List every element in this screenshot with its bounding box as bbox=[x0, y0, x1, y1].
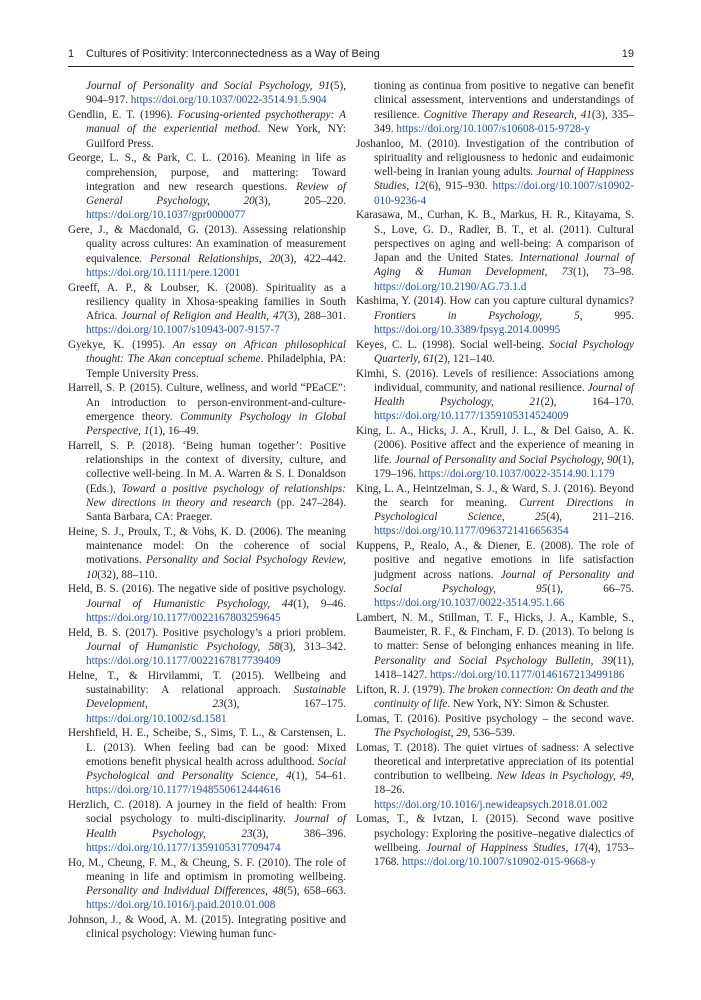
reference-text: Kimhi, S. (2016). Levels of resilience: Associations among individual, community, and national resilience. bbox=[356, 367, 634, 394]
reference-text: Lifton, R. J. (1979). bbox=[356, 683, 448, 696]
reference-text: (1), 179–196. bbox=[374, 453, 634, 480]
reference-text: , 995. bbox=[579, 309, 634, 322]
reference-text: (4), 1753–1768. bbox=[374, 841, 635, 868]
reference-text: Ho, M., Cheung, F. M., & Cheung, S. F. (2010). The role of meaning in life and optimism in promoting wellbeing. bbox=[68, 856, 346, 883]
reference-entry bbox=[356, 424, 634, 481]
reference-text: Hershfield, H. E., Scheibe, S., Sims, T. L., & Carstensen, L. L. (2013). When feeling bad can be good: Mixed emotions benefit physical health across adulthood. bbox=[68, 727, 346, 768]
reference-text: Joshanloo, M. (2010). Investigation of the contribution of spirituality and religiousness to hedonic and eudaimonic well-being in Iranian young adults. bbox=[356, 137, 634, 178]
doi-link[interactable]: https://doi.org/10.1002/sd.1581 bbox=[86, 712, 227, 725]
reference-entry bbox=[356, 611, 634, 682]
reference-source: Journal of Health Psychology, 21 bbox=[374, 381, 634, 408]
reference-text: . New York, NY: Guilford Press. bbox=[86, 123, 346, 150]
reference-source: Frontiers in Psychology, 5 bbox=[374, 309, 580, 322]
reference-text: . Philadelphia, PA: Temple University Press. bbox=[86, 353, 347, 380]
reference-entry bbox=[356, 683, 634, 712]
reference-source: Journal of Humanistic Psychology, 58 bbox=[86, 640, 280, 653]
page-number: 19 bbox=[621, 48, 634, 60]
reference-text: King, L. A., Hicks, J. A., Krull, J. L., & Del Gaiso, A. K. (2006). Positive affect and the experience of meaning in life. bbox=[356, 425, 634, 466]
reference-entry bbox=[68, 913, 346, 942]
reference-source: Journal of Personality and Social Psychology, 95 bbox=[374, 568, 634, 595]
reference-text: Lomas, T., & Ivtzan, I. (2015). Second wave positive psychology: Exploring the positive–negative dialectics of wellbeing. bbox=[356, 813, 634, 854]
reference-text: (2), 121–140. bbox=[434, 352, 495, 365]
doi-link[interactable]: https://doi.org/10.1007/s10608-015-9728-y bbox=[396, 122, 591, 135]
doi-link[interactable]: https://doi.org/10.1177/0963721416656354 bbox=[374, 525, 569, 538]
reference-text: Karasawa, M., Curhan, K. B., Markus, H. R., Kitayama, S. S., Love, G. D., Radler, B. T., et al. (2011). Cultural perspectives on aging and well-being: A comparison of Japan and the United States. bbox=[356, 209, 634, 264]
doi-link[interactable]: https://doi.org/10.1016/j.newideapsych.2018.01.002 bbox=[374, 798, 608, 811]
reference-source: Current Directions in Psychological Science, 25 bbox=[374, 496, 634, 523]
reference-entry bbox=[68, 582, 346, 625]
reference-entry bbox=[68, 381, 346, 438]
reference-text: (2), 164–170. bbox=[540, 396, 634, 408]
doi-link[interactable]: https://doi.org/10.1037/gpr0000077 bbox=[86, 209, 246, 222]
reference-column-left bbox=[68, 79, 346, 942]
doi-link[interactable]: https://doi.org/10.1007/s10943-007-9157-7 bbox=[86, 324, 280, 337]
doi-link[interactable]: https://doi.org/10.1177/0022167817739409 bbox=[86, 655, 281, 667]
reference-entry bbox=[68, 281, 346, 338]
reference-text: Harrell, S. P. (2015). Culture, wellness, and world “PEaCE”: An introduction to person-environment-and-culture-emergence theory. bbox=[68, 382, 346, 423]
reference-entry bbox=[356, 539, 634, 610]
reference-source: Journal of Personality and Social Psychology, 91 bbox=[86, 80, 331, 92]
reference-text: Greeff, A. P., & Loubser, K. (2008). Spirituality as a resiliency quality in Xhosa-speaking families in South Africa. bbox=[68, 281, 346, 322]
reference-text: (11), 1418–1427. bbox=[374, 654, 634, 681]
reference-source: The broken connection: On death and the continuity of life bbox=[374, 683, 635, 710]
reference-source: Toward a positive psychology of relationships: New directions in theory and research bbox=[86, 482, 346, 509]
reference-text: (4), 211–216. bbox=[546, 511, 634, 523]
reference-text: Harrell, S. P. (2018). ‘Being human together’: Positive relationships in the context of diversity, culture, and collective well-being. In M. A. Warren & S. I. Donaldson (Eds.), bbox=[68, 439, 346, 495]
reference-text: (5), 904–917. bbox=[86, 80, 346, 107]
reference-source: Review of General Psychology, 20 bbox=[86, 180, 346, 207]
reference-source: Personality and Social Psychology Bulletin, 39 bbox=[374, 654, 613, 667]
reference-entry bbox=[68, 108, 346, 151]
reference-text: Gere, J., & Macdonald, G. (2013). Assessing relationship quality across cultures: An examination of measurement equivalence. bbox=[68, 224, 346, 265]
reference-text: (1), 66–75. bbox=[547, 582, 635, 595]
reference-entry bbox=[68, 626, 346, 669]
reference-text: (1), 16–49. bbox=[149, 425, 199, 437]
reference-text: (3), 313–342. bbox=[279, 640, 346, 653]
reference-entry bbox=[68, 338, 346, 381]
reference-text: (1), 54–61. bbox=[291, 770, 346, 782]
reference-text: , 536–539. bbox=[467, 726, 516, 739]
reference-entry bbox=[356, 482, 634, 539]
reference-text: (32), 88–110. bbox=[97, 568, 158, 581]
reference-entry bbox=[68, 726, 346, 797]
reference-source: Social Psychological and Personality Science, 4 bbox=[86, 755, 346, 782]
reference-text: Lomas, T. (2016). Positive psychology – the second wave. bbox=[356, 712, 634, 725]
reference-entry bbox=[68, 856, 346, 913]
doi-link[interactable]: https://doi.org/10.2190/AG.73.1.d bbox=[374, 280, 527, 293]
reference-text: Keyes, C. L. (1998). Social well-being. bbox=[356, 338, 550, 351]
reference-text: George, L. S., & Park, C. L. (2016). Meaning in life as comprehension, purpose, and mattering: Toward integration and new research questions. bbox=[68, 152, 346, 193]
reference-source: Sustainable Development, 23 bbox=[86, 684, 346, 711]
doi-link[interactable]: https://doi.org/10.1177/1359105314524009 bbox=[374, 410, 569, 423]
reference-entry bbox=[356, 79, 634, 136]
reference-entry bbox=[356, 294, 634, 337]
doi-link[interactable]: https://doi.org/10.3389/fpsyg.2014.00995 bbox=[374, 323, 561, 336]
doi-link[interactable]: https://doi.org/10.1177/0022167803259645 bbox=[86, 611, 281, 624]
doi-link[interactable]: https://doi.org/10.1037/0022-3514.90.1.179 bbox=[418, 467, 615, 480]
reference-entry bbox=[68, 525, 346, 582]
reference-text: . New York, NY: Simon & Schuster. bbox=[447, 697, 610, 710]
reference-text: Kuppens, P., Realo, A., & Diener, E. (2008). The role of positive and negative emotions in life satisfaction judgment across nations. bbox=[356, 540, 634, 581]
reference-entry bbox=[356, 208, 634, 294]
reference-source: International Journal of Aging & Human Development, 73 bbox=[374, 252, 635, 279]
reference-source: The Psychologist, 29 bbox=[374, 726, 468, 739]
reference-text: (pp. 247–284). Santa Barbara, CA: Praeger. bbox=[86, 496, 346, 523]
reference-text: Herzlich, C. (2018). A journey in the field of health: From social psychology to multi-disciplinarity. bbox=[68, 799, 346, 826]
doi-link[interactable]: https://doi.org/10.1037/0022-3514.91.5.904 bbox=[130, 94, 327, 107]
reference-text: Held, B. S. (2016). The negative side of positive psychology. bbox=[68, 583, 346, 596]
reference-text: Gyekye, K. (1995). bbox=[68, 339, 173, 351]
reference-text: Lomas, T. (2018). The quiet virtues of sadness: A selective theoretical and interpretative appreciation of its potential contribution to wellbeing. bbox=[356, 741, 634, 782]
reference-source: Community Psychology in Global Perspective, 1 bbox=[86, 410, 347, 437]
reference-source: Journal of Personality and Social Psychology, 90 bbox=[394, 453, 619, 466]
reference-text: King, L. A., Heintzelman, S. J., & Ward, S. J. (2016). Beyond the search for meaning. bbox=[356, 482, 634, 509]
doi-link[interactable]: https://doi.org/10.1007/s10902-015-9668-y bbox=[401, 856, 596, 868]
doi-link[interactable]: https://doi.org/10.1037/0022-3514.95.1.66 bbox=[374, 597, 565, 609]
reference-text: Heine, S. J., Proulx, T., & Vohs, K. D. (2006). The meaning maintenance model: On the coherence of social motivations. bbox=[68, 525, 346, 567]
reference-source: Personality and Individual Differences, 48 bbox=[86, 885, 284, 897]
doi-link[interactable]: https://doi.org/10.1177/1359105317709474 bbox=[86, 841, 281, 854]
reference-text: (3), 422–442. bbox=[280, 252, 346, 265]
reference-entry bbox=[356, 812, 634, 869]
reference-entry bbox=[68, 79, 346, 108]
reference-source: Cognitive Therapy and Research, 41 bbox=[423, 108, 592, 121]
reference-entry bbox=[356, 137, 634, 208]
reference-source: Journal of Happiness Studies, 17 bbox=[426, 841, 585, 854]
reference-text: (5), 658–663. bbox=[283, 885, 346, 897]
reference-text: (3), 205–220. bbox=[254, 195, 347, 207]
doi-link[interactable]: https://doi.org/10.1007/s10902-010-9236-4 bbox=[374, 180, 634, 207]
reference-entry bbox=[356, 741, 634, 812]
reference-source: Personal Relationships, 20 bbox=[149, 252, 281, 265]
reference-entry bbox=[68, 223, 346, 280]
reference-text: (6), 915–930. bbox=[425, 180, 493, 193]
reference-text: (1), 73–98. bbox=[572, 266, 634, 279]
reference-entry bbox=[68, 798, 346, 855]
reference-entry bbox=[356, 712, 634, 741]
reference-text: Gendlin, E. T. (1996). bbox=[68, 109, 178, 121]
doi-link[interactable]: https://doi.org/10.1177/0146167213499186 bbox=[429, 668, 625, 681]
reference-entry bbox=[356, 338, 634, 367]
reference-text: (1), 9–46. bbox=[293, 597, 346, 610]
reference-text: tioning as continua from positive to negative can benefit clinical assessment, interventions and understandings of resilience. bbox=[374, 80, 634, 121]
reference-column-right bbox=[356, 79, 634, 870]
reference-source: Focusing-oriented psychotherapy: A manual of the experiential method bbox=[86, 109, 346, 136]
reference-text: Held, B. S. (2017). Positive psychology’s a priori problem. bbox=[68, 626, 346, 639]
reference-source: Journal of Health Psychology, 23 bbox=[86, 813, 346, 840]
reference-text: , 18–26. bbox=[374, 770, 634, 797]
reference-text: Helne, T., & Hirvilammi, T. (2015). Wellbeing and sustainability: A relational approach. bbox=[68, 669, 346, 696]
chapter-number: 1 bbox=[68, 48, 75, 60]
reference-text: (3), 167–175. bbox=[223, 698, 346, 711]
reference-source: Journal of Humanistic Psychology, 44 bbox=[86, 597, 294, 610]
reference-text: Johnson, J., & Wood, A. M. (2015). Integrating positive and clinical psychology: Viewing human func- bbox=[68, 914, 346, 941]
chapter-title: Cultures of Positivity: Interconnectedness as a Way of Being bbox=[86, 48, 380, 60]
reference-entry bbox=[68, 151, 346, 222]
reference-text: Kashima, Y. (2014). How can you capture cultural dynamics? bbox=[356, 295, 634, 308]
reference-entry bbox=[68, 669, 346, 726]
reference-text: Lambert, N. M., Stillman, T. F., Hicks, J. A., Kamble, S., Baumeister, R. F., & Fincham, F. D. (2013). To belong is to matter: Sense of belonging enhances meaning in life. bbox=[356, 611, 634, 653]
reference-entry bbox=[356, 367, 634, 424]
header-rule bbox=[68, 66, 634, 67]
reference-text: (3), 335–349. bbox=[374, 108, 634, 135]
reference-source: Personality and Social Psychology Review, 10 bbox=[86, 554, 346, 581]
doi-link[interactable]: https://doi.org/10.1111/pere.12001 bbox=[86, 266, 241, 279]
reference-source: New Ideas in Psychology, 49 bbox=[496, 770, 632, 782]
reference-source: Social Psychology Quarterly, 61 bbox=[374, 338, 635, 365]
reference-source: Journal of Religion and Health, 47 bbox=[121, 310, 285, 322]
doi-link[interactable]: https://doi.org/10.1016/j.paid.2010.01.008 bbox=[86, 899, 276, 912]
reference-source: An essay on African philosophical thought: The Akan conceptual scheme bbox=[86, 339, 346, 366]
running-head bbox=[68, 48, 634, 64]
doi-link[interactable]: https://doi.org/10.1177/1948550612444616 bbox=[86, 784, 281, 797]
reference-source: Journal of Happiness Studies, 12 bbox=[374, 166, 634, 193]
reference-text: (3), 386–396. bbox=[252, 827, 346, 840]
reference-entry bbox=[68, 439, 346, 525]
reference-text: (3), 288–301. bbox=[284, 310, 347, 322]
